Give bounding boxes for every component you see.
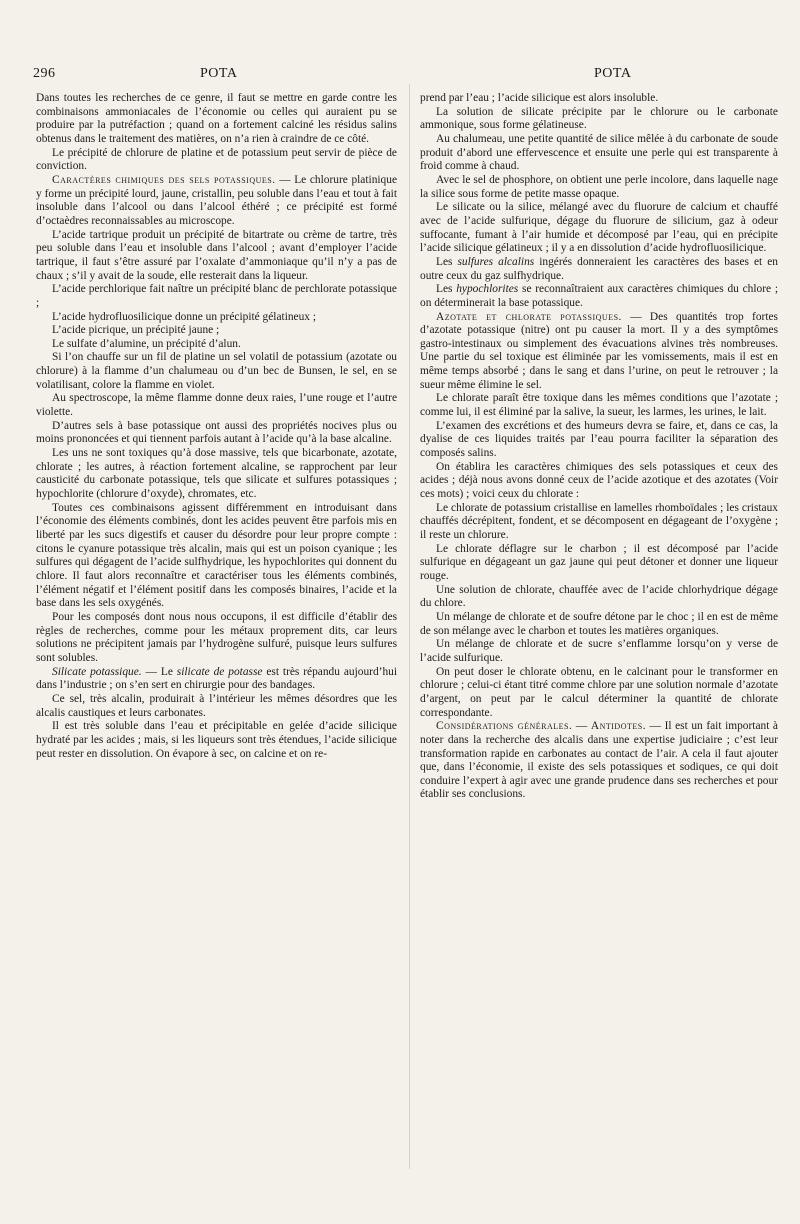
- page-number: 296: [33, 66, 56, 81]
- paragraph-text: Les: [436, 283, 457, 296]
- section-heading: Caractères chimiques des sels potassiques.: [52, 173, 276, 186]
- paragraph: D’autres sels à base potassique ont aussi des propriétés nocives plus ou moins prononcées et qui tiennent parfois autant à l’acide qu’à la base alcaline.: [36, 419, 397, 446]
- paragraph: Si l’on chauffe sur un fil de platine un sel volatil de potassium (azotate ou chlorure) à la flamme d’un chalumeau ou d’un bec de Bunsen, le sel, en se volatilisant, colore la flamme en violet.: [36, 351, 397, 391]
- paragraph: L’acide picrique, un précipité jaune ;: [52, 324, 220, 337]
- paragraph: Le silicate ou la silice, mélangé avec du fluorure de calcium et chauffé avec de l’acide sulfurique, dégage du fluorure de silicium, gaz à odeur suffocante, fumant à l’air humide et décomposé par l’eau, qui en précipite l’acide silicique gélatineux ; il y a en dissolution d’acide hydrofluosilicique.: [420, 201, 778, 255]
- running-head-left: POTA: [200, 66, 238, 81]
- italic-term: hypochlorites: [456, 283, 519, 296]
- right-column: [420, 92, 778, 802]
- paragraph-text: Les: [436, 255, 458, 268]
- paragraph: Le chlorate de potassium cristallise en lamelles rhomboïdales ; les cristaux chauffés décrépitent, fondent, et se décomposent en dégageant de l’oxygène ; il reste un chlorure.: [420, 501, 778, 541]
- column-divider: [409, 84, 410, 1169]
- paragraph-text: se reconnaîtraient aux caractères chimiques du chlore ; on déterminerait la base potassique.: [420, 283, 778, 309]
- paragraph: prend par l’eau ; l’acide silicique est alors insoluble.: [420, 92, 659, 104]
- paragraph: [420, 720, 778, 802]
- paragraph: Avec le sel de phosphore, on obtient une perle incolore, dans laquelle nage la silice sous forme de petite masse opaque.: [420, 173, 778, 200]
- paragraph-text: — Des quantités trop fortes d’azotate potassique (nitre) ont pu causer la mort. Il y a des symptômes gastro-intestinaux ou simplement des évacuations alvines très nombreuses. Une partie du sel toxique est éliminée par les vomissements, mais il est en même temps absorbé ; dans le sang et dans l’urine, on peut le retrouver ; la sueur même élimine le sel.: [420, 310, 778, 391]
- paragraph: [36, 174, 397, 229]
- running-head-right: POTA: [594, 66, 632, 81]
- paragraph: Le précipité de chlorure de platine et de potassium peut servir de pièce de conviction.: [36, 146, 397, 173]
- paragraph: Au chalumeau, une petite quantité de silice mêlée à du carbonate de soude produit d’abord une effervescence et ensuite une perle qui est transparente à froid comme à chaud.: [420, 132, 778, 173]
- paragraph: Le sulfate d’alumine, un précipité d’alun.: [52, 337, 241, 350]
- paragraph: Un mélange de chlorate et de sucre s’enflamme lorsqu’on y verse de l’acide sulfurique.: [420, 638, 778, 664]
- paragraph-text: est très répandu aujourd’hui dans l’industrie ; on s’en sert en chirurgie pour des bandages.: [36, 665, 397, 692]
- section-heading: Antidotes.: [590, 720, 647, 733]
- paragraph: Dans toutes les recherches de ce genre, il faut se mettre en garde contre les combinaisons ammoniacales de l’économie ou celles qui auraient pu se produire par la putréfaction ; quand on a fortement calciné les résidus salins obtenus dans le traitement des matières, on n’a rien à craindre de ce côté.: [36, 92, 397, 145]
- paragraph: Il est très soluble dans l’eau et précipitable en gelée d’acide silicique hydraté par les acides ; mais, si les liqueurs sont très étendues, l’acide silicique peut rester en dissolution. On évapore à sec, on calcine et on re-: [36, 720, 397, 760]
- paragraph: Une solution de chlorate, chauffée avec de l’acide chlorhydrique dégage du chlore.: [420, 583, 778, 610]
- left-column: [36, 92, 397, 761]
- paragraph: [420, 311, 778, 393]
- italic-term: sulfures alcalins: [457, 255, 535, 268]
- paragraph: Le chlorate déflagre sur le charbon ; il est décomposé par l’acide sulfurique en dégageant un gaz jaune qui peut détoner et donner une liqueur rouge.: [420, 542, 778, 582]
- paragraph: La solution de silicate précipite par le chlorure ou le carbonate ammonique, sous forme gélatineuse.: [420, 105, 778, 132]
- section-heading: Silicate potassique.: [52, 665, 142, 678]
- paragraph: Les uns ne sont toxiques qu’à dose massive, tels que bicarbonate, azotate, chlorate ; les autres, à réaction fortement alcaline, se rapprochent par leur causticité du carbonate potassique, tels que silicate et sulfures potassiques ; hypochlorite (chlorure d’oxyde), chromates, etc.: [36, 447, 397, 501]
- paragraph: Pour les composés dont nous nous occupons, il est difficile d’établir des règles de recherches, comme pour les métaux proprement dits, car leurs solutions ne précipitent jamais par l’hydrogène sulfuré, puisque leurs sulfures sont solubles.: [36, 610, 397, 664]
- paragraph: L’acide perchlorique fait naître un précipité blanc de perchlorate potassique ;: [36, 283, 397, 309]
- paragraph: Ce sel, très alcalin, produirait à l’intérieur les mêmes désordres que les alcalis caustiques et leurs carbonates.: [36, 692, 397, 719]
- paragraph: On établira les caractères chimiques des sels potassiques et ceux des acides ; déjà nous avons donné ceux de l’acide azotique et des azotates (Voir ces mots) ; voici ceux du chlorate :: [420, 460, 778, 501]
- section-heading: Considérations générales.: [436, 720, 573, 733]
- paragraph: L’acide hydrofluosilicique donne un précipité gélatineux ;: [52, 310, 317, 323]
- italic-term: silicate de potasse: [176, 665, 263, 678]
- paragraph: Toutes ces combinaisons agissent différemment en introduisant dans l’économie des éléments combinés, dont les acides peuvent être parfois mis en liberté par les sucs digestifs et causer du désordre pour leur propre compte : citons le cyanure potassique très alcalin, mais qui est un poison cyanique ; les sulfures qui dégagent de l’acide sulfhydrique, les hypochlorites qui donnent du chlore. Il faut alors reconnaître et caractériser tous les éléments combinés, l’élément négatif et l’élément positif dans les composés binaires, l’acide et la base dans les sels oxygénés.: [36, 501, 397, 610]
- paragraph: L’examen des excrétions et des humeurs devra se faire, et, dans ce cas, la dyalise de ces liquides traités par l’eau pourra faciliter la séparation des composés salins.: [420, 419, 778, 460]
- paragraph: [420, 256, 778, 283]
- paragraph-text: —: [572, 720, 591, 733]
- paragraph-text: — Il est un fait important à noter dans la recherche des alcalis dans une expertise judiciaire ; c’est leur transformation rapide en carbonates au contact de l’air. A cela il faut ajouter que, dans l’économie, il existe des sels potassiques et sodiques, ce qui doit conduire l’expert à agir avec une grande prudence dans ses recherches et pour établir ses conclusions.: [420, 720, 778, 801]
- paragraph: Un mélange de chlorate et de soufre détone par le choc ; il en est de même de son mélange avec le charbon et toutes les matières organiques.: [420, 610, 778, 637]
- section-heading: Azotate et chlorate potassiques.: [436, 310, 622, 323]
- paragraph: On peut doser le chlorate obtenu, en le calcinant pour le transformer en chlorure ; celui-ci étant titré comme chlore par une solution normale d’azotate d’argent, on peut par le calcul déterminer la quantité de chlorate correspondante.: [420, 665, 778, 719]
- paragraph-text: ingérés donneraient les caractères des bases et en outre ceux du gaz sulfhydrique.: [420, 255, 778, 282]
- paragraph: Le chlorate paraît être toxique dans les mêmes conditions que l’azotate ; comme lui, il est éliminé par la salive, la sueur, les larmes, les urines, le lait.: [420, 392, 778, 419]
- paragraph: L’acide tartrique produit un précipité de bitartrate ou crème de tartre, très peu soluble dans l’eau et insoluble dans l’alcool ; avant d’employer l’acide tartrique, il faut s’être assuré par l’oxalate d’ammoniaque qu’il n’y a pas de chaux ; s’il y avait de la soude, elle resterait dans la liqueur.: [36, 228, 397, 282]
- paragraph: Au spectroscope, la même flamme donne deux raies, l’une rouge et l’autre violette.: [36, 392, 397, 419]
- paragraph: [36, 666, 397, 693]
- paragraph-text: — Le: [141, 665, 177, 678]
- paragraph: [420, 283, 778, 310]
- paragraph-text: — Le chlorure platinique y forme un précipité lourd, jaune, cristallin, peu soluble dans l’eau et tout à fait insoluble dans l’alcool ou dans l’alcool éthéré ; ce précipité est formé d’octaèdres reconnaissables au microscope.: [36, 173, 397, 227]
